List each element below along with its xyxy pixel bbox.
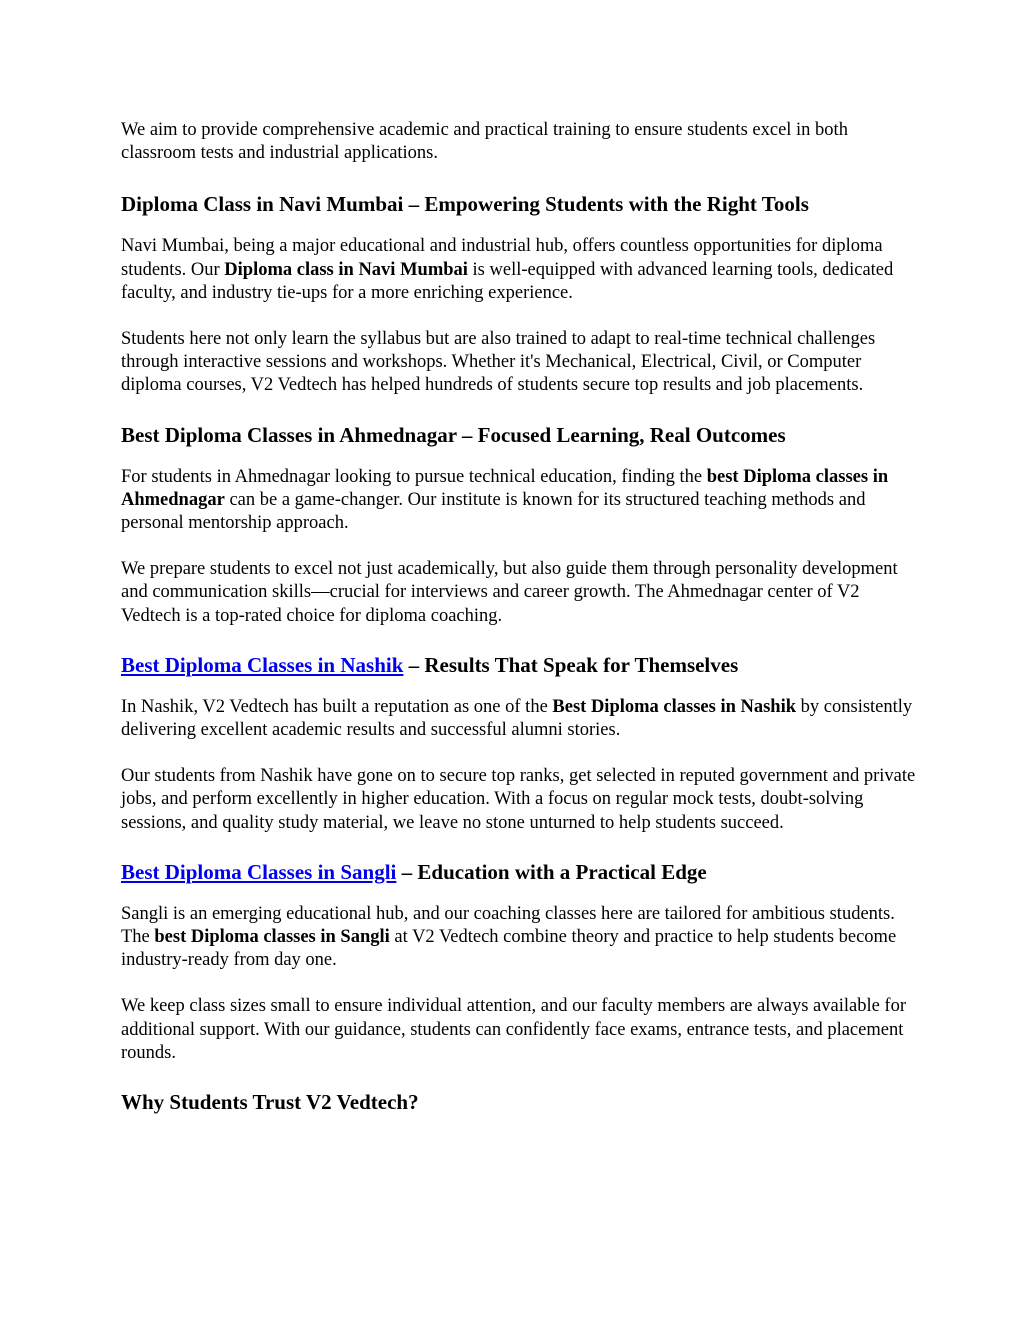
heading-sangli (121, 858, 921, 886)
paragraph-nashik-1 (121, 696, 921, 742)
bold-keyword-navi-mumbai: Diploma class in Navi Mumbai (224, 259, 468, 280)
paragraph-sangli-1 (121, 903, 921, 973)
text-run: by consistently delivering excellent academic results and successful alumni stories. (121, 696, 913, 741)
link-best-diploma-nashik[interactable]: Best Diploma Classes in Nashik (121, 652, 404, 677)
intro-paragraph: We aim to provide comprehensive academic and practical training to ensure students excel in both classroom tests and industrial applications. (121, 120, 848, 164)
heading-navi-mumbai: Diploma Class in Navi Mumbai – Empowering Students with the Right Tools (121, 192, 809, 217)
text-run: at V2 Vedtech combine theory and practice to help students become industry-ready from day one. (121, 927, 897, 971)
paragraph-ahmednagar-1 (121, 466, 921, 536)
heading-nashik-rest: – Results That Speak for Themselves (403, 652, 739, 677)
text-run: Sangli is an emerging educational hub, and our coaching classes here are tailored for ambitious students. The (121, 903, 895, 948)
heading-ahmednagar: Best Diploma Classes in Ahmednagar – Focused Learning, Real Outcomes (121, 422, 786, 447)
paragraph-navi-mumbai-2: Students here not only learn the syllabus but are also trained to adapt to real-time technical challenges through interactive sessions and workshops. Whether it's Mechanical, Electrical, Civil, or Computer diploma courses, V2 Vedtech has helped hundreds of students secure top results and job placements. (121, 329, 876, 396)
heading-sangli-rest: – Education with a Practical Edge (396, 859, 707, 884)
paragraph-navi-mumbai-1 (121, 235, 921, 305)
bold-keyword-nashik: Best Diploma classes in Nashik (552, 696, 797, 717)
paragraph-nashik-2: Our students from Nashik have gone on to secure top ranks, get selected in reputed government and private jobs, and perform excellently in higher education. With a focus on regular mock tests, doubt-solving sessions, and quality study material, we leave no stone unturned to help students succeed. (121, 766, 916, 833)
text-run: For students in Ahmednagar looking to pursue technical education, finding the (121, 466, 707, 487)
text-run: can be a game-changer. Our institute is known for its structured teaching methods and personal mentorship approach. (121, 489, 866, 534)
document-page (121, 119, 921, 1116)
link-best-diploma-sangli[interactable]: Best Diploma Classes in Sangli (121, 859, 397, 884)
bold-keyword-ahmednagar: best Diploma classes in Ahmednagar (121, 466, 889, 510)
heading-why-trust: Why Students Trust V2 Vedtech? (121, 1090, 419, 1115)
heading-nashik (121, 651, 921, 679)
text-run: is well-equipped with advanced learning tools, dedicated faculty, and industry tie-ups for a more enriching experience. (121, 259, 894, 303)
text-run: In Nashik, V2 Vedtech has built a reputation as one of the (121, 696, 553, 717)
paragraph-ahmednagar-2: We prepare students to excel not just academically, but also guide them through personality development and communication skills—crucial for interviews and career growth. The Ahmednagar center of V2 Vedtech is a top-rated choice for diploma coaching. (121, 559, 898, 626)
paragraph-sangli-2: We keep class sizes small to ensure individual attention, and our faculty members are always available for additional support. With our guidance, students can confidently face exams, entrance tests, and placement rounds. (121, 996, 907, 1063)
text-run: Navi Mumbai, being a major educational and industrial hub, offers countless opportunities for diploma students. Our (121, 236, 883, 280)
bold-keyword-sangli: best Diploma classes in Sangli (154, 927, 390, 948)
